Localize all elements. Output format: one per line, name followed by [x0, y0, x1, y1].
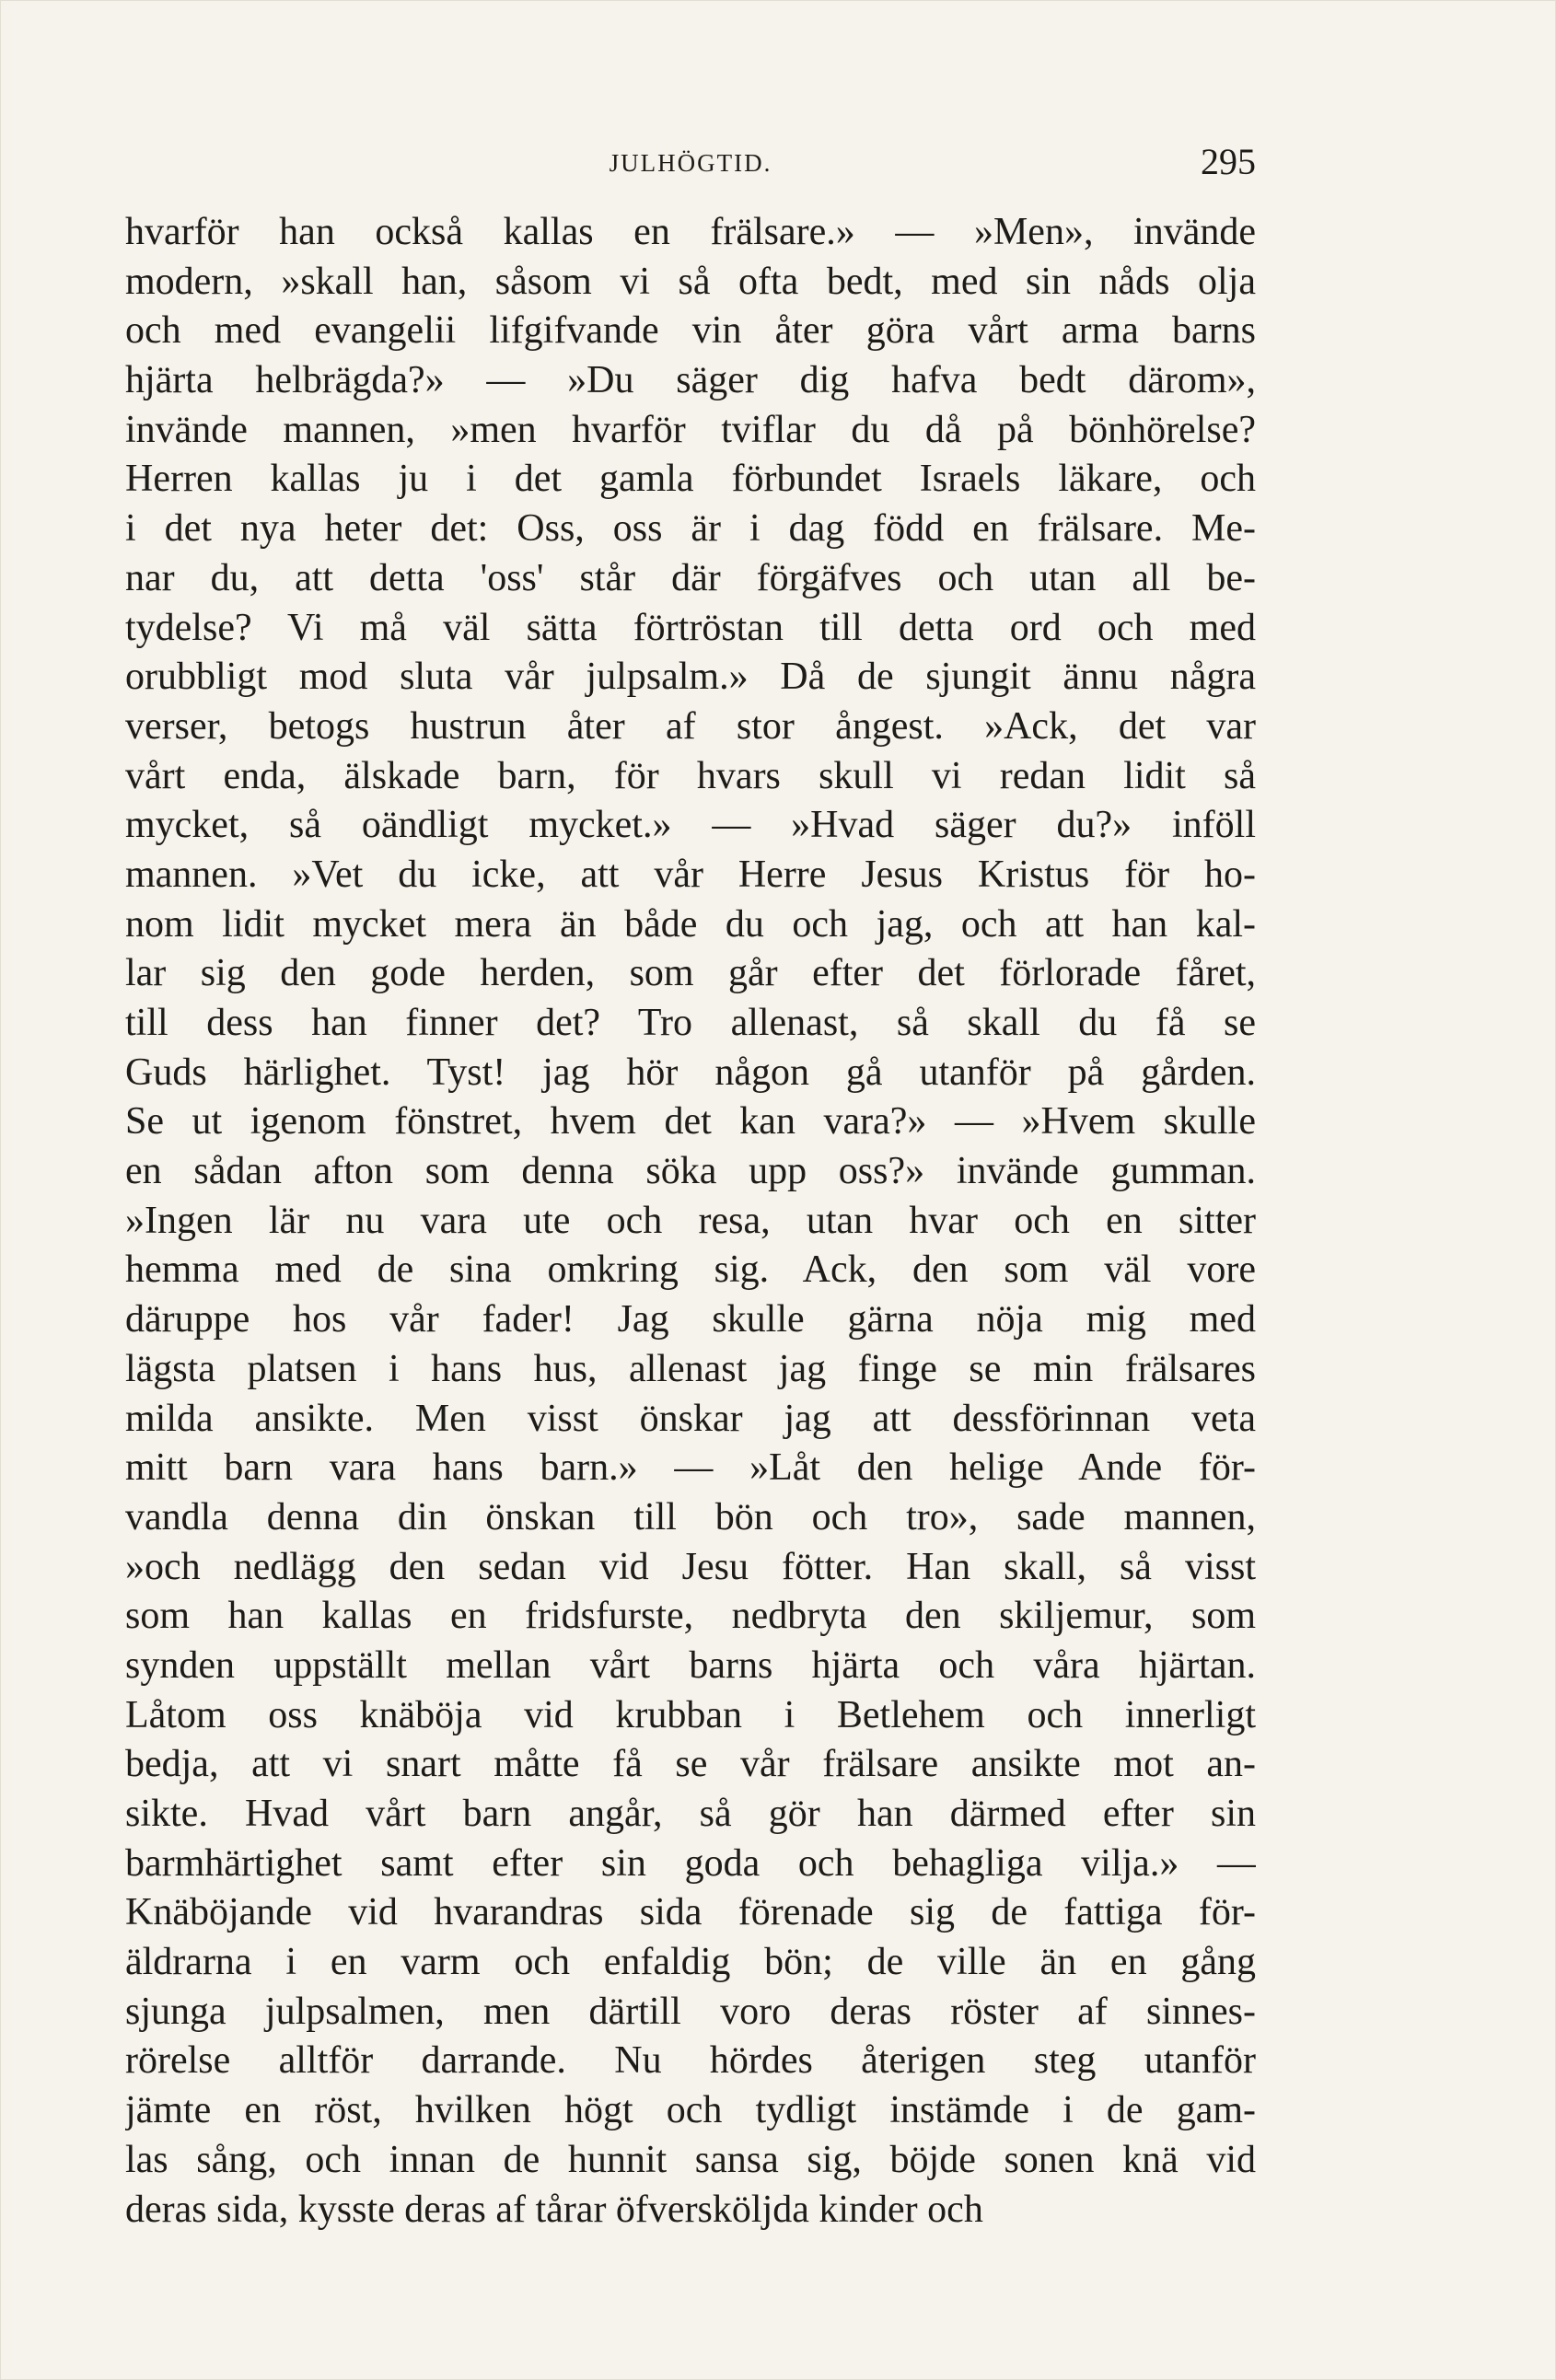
- text-line: till dess han finner det? Tro allenast, så skall du få se: [125, 1002, 1256, 1044]
- text-line: äldrarna i en varm och enfaldig bön; de ville än en gång: [125, 1941, 1256, 1984]
- text-line: »och nedlägg den sedan vid Jesu fötter. Han skall, så visst: [125, 1545, 1256, 1588]
- text-line: en sådan afton som denna söka upp oss?» invände gumman.: [125, 1150, 1256, 1193]
- text-line: hvarför han också kallas en frälsare.» — »Men», invände: [125, 211, 1256, 253]
- text-line: mycket, så oändligt mycket.» — »Hvad säger du?» inföll: [125, 804, 1256, 847]
- text-line: deras sida, kysste deras af tårar öfversköljda kinder och: [125, 2188, 983, 2231]
- text-line: las sång, och innan de hunnit sansa sig, böjde sonen knä vid: [125, 2138, 1256, 2181]
- text-line: Se ut igenom fönstret, hvem det kan vara?» — »Hvem skulle: [125, 1100, 1256, 1144]
- text-line: synden uppställt mellan vårt barns hjärta och våra hjärtan.: [125, 1643, 1256, 1687]
- running-head: [125, 138, 1256, 193]
- text-line: orubbligt mod sluta vår julpsalm.» Då de sjungit ännu några: [125, 656, 1256, 699]
- text-line: »Ingen lär nu vara ute och resa, utan hvar och en sitter: [125, 1199, 1256, 1242]
- text-line: Knäböjande vid hvarandras sida förenade sig de fattiga för-: [125, 1891, 1256, 1934]
- text-line: sjunga julpsalmen, men därtill voro deras röster af sinnes-: [125, 1990, 1256, 2033]
- text-line: sikte. Hvad vårt barn angår, så gör han därmed efter sin: [125, 1793, 1256, 1835]
- text-line: hjärta helbrägda?» — »Du säger dig hafva bedt därom»,: [125, 359, 1256, 402]
- text-line: nar du, att detta 'oss' står där förgäfves och utan all be-: [125, 556, 1256, 599]
- text-line: lägsta platsen i hans hus, allenast jag finge se min frälsares: [125, 1347, 1256, 1390]
- text-line: vandla denna din önskan till bön och tro», sade mannen,: [125, 1495, 1256, 1538]
- text-line: bedja, att vi snart måtte få se vår frälsare ansikte mot an-: [125, 1743, 1256, 1786]
- text-line: barmhärtighet samt efter sin goda och behagliga vilja.» —: [125, 1841, 1256, 1885]
- text-line: rörelse alltför darrande. Nu hördes återigen steg utanför: [125, 2039, 1256, 2083]
- text-line: tydelse? Vi må väl sätta förtröstan till detta ord och med: [125, 606, 1256, 649]
- text-line: Guds härlighet. Tyst! jag hör någon gå utanför på gården.: [125, 1051, 1256, 1094]
- text-line: vårt enda, älskade barn, för hvars skull vi redan lidit så: [125, 754, 1256, 797]
- body-text: [125, 208, 1256, 2235]
- text-line: mitt barn vara hans barn.» — »Låt den helige Ande för-: [125, 1446, 1256, 1490]
- text-line: som han kallas en fridsfurste, nedbryta den skiljemur, som: [125, 1595, 1256, 1638]
- text-line: verser, betogs hustrun åter af stor ångest. »Ack, det var: [125, 704, 1256, 748]
- text-line: mannen. »Vet du icke, att vår Herre Jesus Kristus för ho-: [125, 853, 1256, 896]
- text-line: däruppe hos vår fader! Jag skulle gärna nöja mig med: [125, 1298, 1256, 1341]
- text-line: milda ansikte. Men visst önskar jag att dessförinnan veta: [125, 1397, 1256, 1440]
- text-line: invände mannen, »men hvarför tviflar du då på bönhörelse?: [125, 408, 1256, 451]
- text-line: jämte en röst, hvilken högt och tydligt instämde i de gam-: [125, 2089, 1256, 2132]
- text-line: nom lidit mycket mera än både du och jag, och att han kal-: [125, 902, 1256, 946]
- text-line: och med evangelii lifgifvande vin åter göra vårt arma barns: [125, 309, 1256, 353]
- text-line: hemma med de sina omkring sig. Ack, den som väl vore: [125, 1248, 1256, 1292]
- text-line: lar sig den gode herden, som går efter det förlorade fåret,: [125, 952, 1256, 995]
- text-line: modern, »skall han, såsom vi så ofta bedt, med sin nåds olja: [125, 260, 1256, 303]
- text-line: Låtom oss knäböja vid krubban i Betlehem och innerligt: [125, 1693, 1256, 1736]
- text-line: i det nya heter det: Oss, oss är i dag född en frälsare. Me-: [125, 507, 1256, 551]
- running-title: JULHÖGTID.: [609, 149, 772, 177]
- text-line: Herren kallas ju i det gamla förbundet Israels läkare, och: [125, 458, 1256, 501]
- page-number: 295: [1201, 141, 1256, 182]
